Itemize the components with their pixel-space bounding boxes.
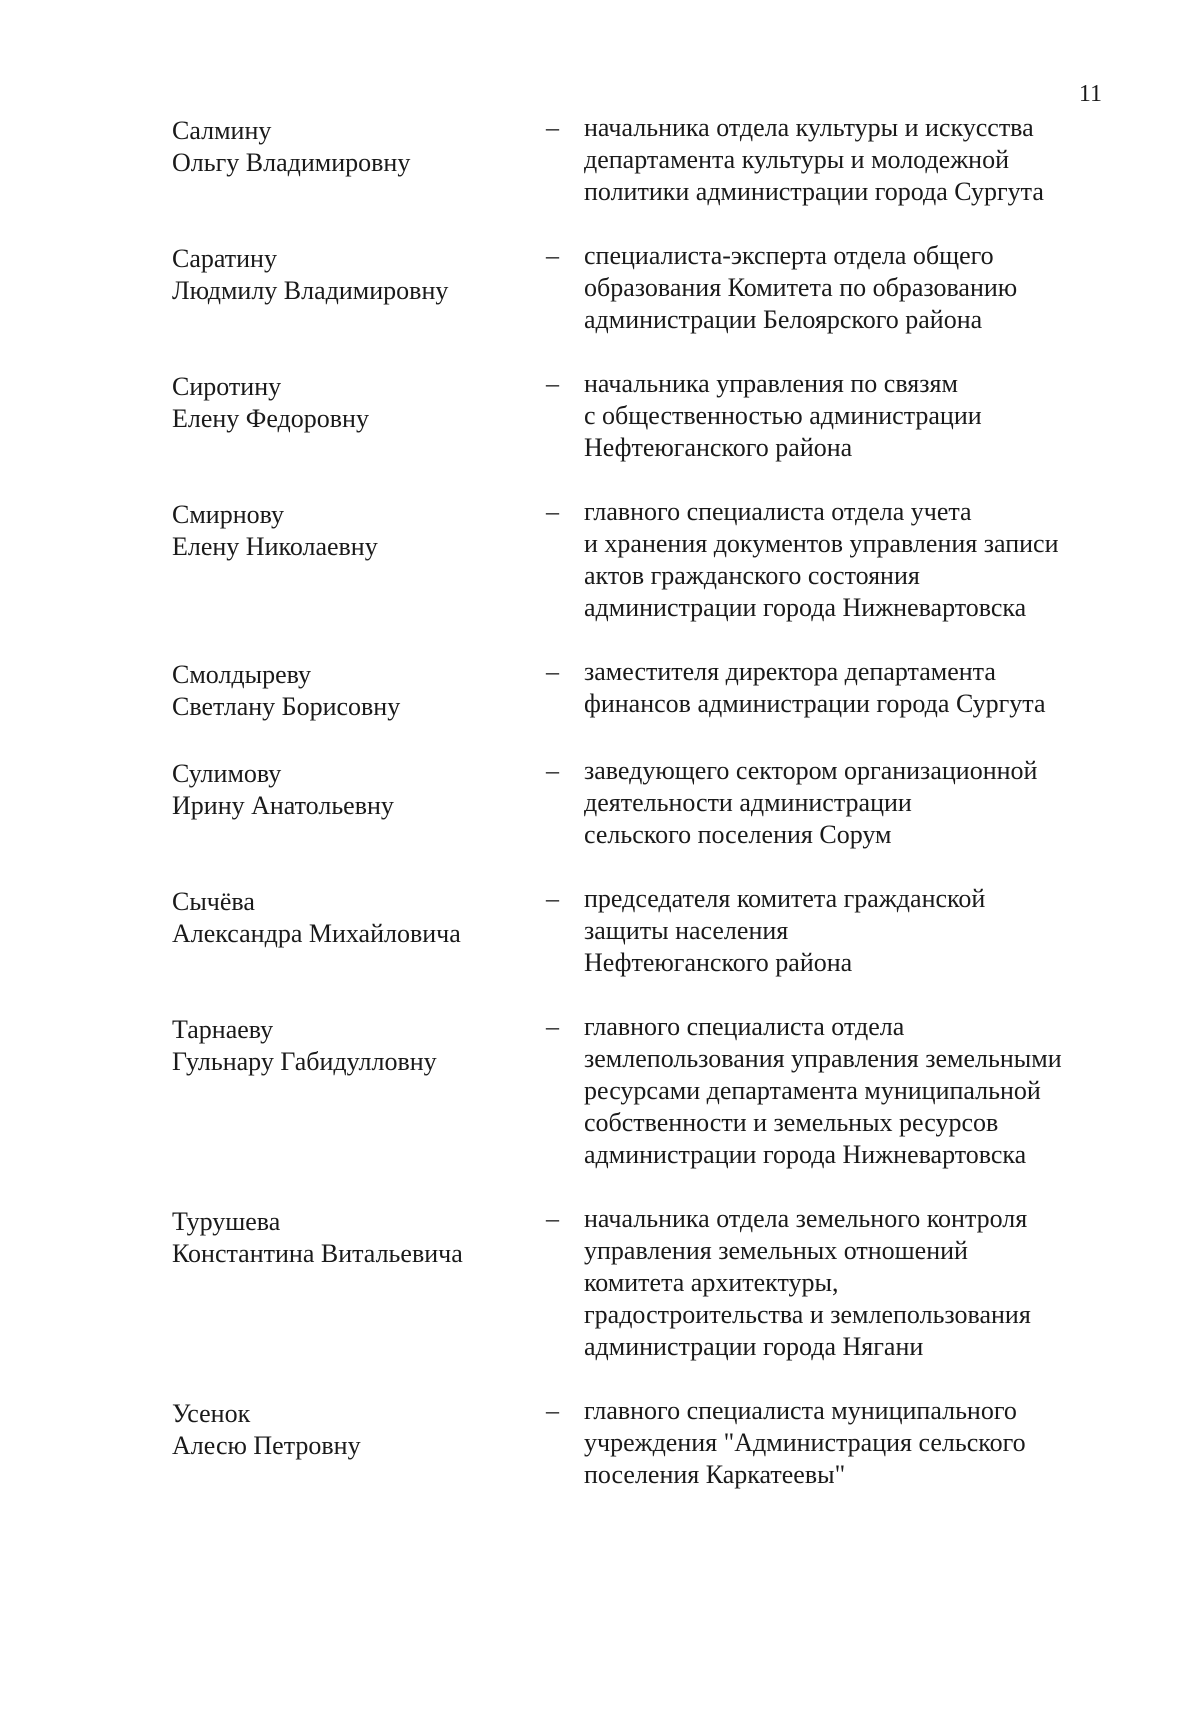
person-position <box>584 240 1112 336</box>
position-line: учреждения "Администрация сельского <box>584 1428 1026 1457</box>
position-line: ресурсами департамента муниципальной <box>584 1076 1041 1105</box>
position-line: главного специалиста отдела <box>584 1012 905 1041</box>
list-item <box>172 1203 1112 1363</box>
person-given-names: Людмилу Владимировну <box>172 276 449 305</box>
person-name <box>172 656 546 723</box>
list-item <box>172 656 1112 723</box>
person-surname: Смирнову <box>172 500 285 529</box>
person-position <box>584 112 1112 208</box>
position-line: председателя комитета гражданской <box>584 884 986 913</box>
person-position <box>584 368 1112 464</box>
position-line: управления земельных отношений <box>584 1236 968 1265</box>
position-line: образования Комитета по образованию <box>584 273 1018 302</box>
person-surname: Тарнаеву <box>172 1015 274 1044</box>
position-line: землепользования управления земельными <box>584 1044 1062 1073</box>
person-given-names: Ирину Анатольевну <box>172 791 394 820</box>
person-name <box>172 368 546 435</box>
position-line: финансов администрации города Сургута <box>584 689 1046 718</box>
position-line: администрации Белоярского района <box>584 305 983 334</box>
person-given-names: Елену Николаевну <box>172 532 378 561</box>
position-line: департамента культуры и молодежной <box>584 145 1009 174</box>
separator-dash: – <box>546 657 559 686</box>
list-item <box>172 496 1112 624</box>
position-line: комитета архитектуры, <box>584 1268 839 1297</box>
list-item <box>172 755 1112 851</box>
person-name <box>172 112 546 179</box>
separator-dash: – <box>546 1396 559 1425</box>
person-position <box>584 496 1112 624</box>
separator-dash: – <box>546 369 559 398</box>
person-name <box>172 1395 546 1462</box>
position-line: специалиста-эксперта отдела общего <box>584 241 994 270</box>
position-line: деятельности администрации <box>584 788 912 817</box>
person-given-names: Елену Федоровну <box>172 404 369 433</box>
separator-dash: – <box>546 756 559 785</box>
position-line: администрации города Нижневартовска <box>584 1140 1027 1169</box>
person-position <box>584 1395 1112 1491</box>
list-item <box>172 1011 1112 1171</box>
position-line: главного специалиста отдела учета <box>584 497 972 526</box>
person-surname: Усенок <box>172 1399 251 1428</box>
page-number: 11 <box>1078 81 1102 107</box>
person-name <box>172 496 546 563</box>
person-position <box>584 1203 1112 1363</box>
person-name <box>172 1203 546 1270</box>
position-line: начальника отдела земельного контроля <box>584 1204 1028 1233</box>
position-line: защиты населения <box>584 916 789 945</box>
person-position <box>584 883 1112 979</box>
list-item <box>172 883 1112 979</box>
person-position <box>584 656 1112 720</box>
separator-dash: – <box>546 497 559 526</box>
person-given-names: Александра Михайловича <box>172 919 461 948</box>
separator-dash: – <box>546 1012 559 1041</box>
position-line: собственности и земельных ресурсов <box>584 1108 999 1137</box>
person-surname: Саратину <box>172 244 277 273</box>
person-given-names: Ольгу Владимировну <box>172 148 411 177</box>
person-surname: Сычёва <box>172 887 255 916</box>
person-surname: Турушева <box>172 1207 281 1236</box>
person-given-names: Светлану Борисовну <box>172 692 401 721</box>
person-given-names: Константина Витальевича <box>172 1239 463 1268</box>
position-line: поселения Каркатеевы" <box>584 1460 846 1489</box>
person-given-names: Гульнару Габидулловну <box>172 1047 437 1076</box>
position-line: и хранения документов управления записи <box>584 529 1059 558</box>
position-line: администрации города Нижневартовска <box>584 593 1027 622</box>
person-name <box>172 240 546 307</box>
list-item <box>172 368 1112 464</box>
separator-dash: – <box>546 884 559 913</box>
list-item <box>172 240 1112 336</box>
position-line: главного специалиста муниципального <box>584 1396 1017 1425</box>
person-position <box>584 1011 1112 1171</box>
list-item <box>172 1395 1112 1491</box>
person-name <box>172 1011 546 1078</box>
person-name <box>172 883 546 950</box>
list-item <box>172 112 1112 208</box>
position-line: с общественностью администрации <box>584 401 982 430</box>
separator-dash: – <box>546 1204 559 1233</box>
position-line: Нефтеюганского района <box>584 433 853 462</box>
position-line: начальника управления по связям <box>584 369 958 398</box>
position-line: сельского поселения Сорум <box>584 820 892 849</box>
separator-dash: – <box>546 113 559 142</box>
position-line: заведующего сектором организационной <box>584 756 1038 785</box>
position-line: начальника отдела культуры и искусства <box>584 113 1034 142</box>
person-surname: Сиротину <box>172 372 282 401</box>
person-position <box>584 755 1112 851</box>
person-name <box>172 755 546 822</box>
position-line: политики администрации города Сургута <box>584 177 1044 206</box>
separator-dash: – <box>546 241 559 270</box>
position-line: градостроительства и землепользования <box>584 1300 1031 1329</box>
position-line: администрации города Нягани <box>584 1332 924 1361</box>
person-given-names: Алесю Петровну <box>172 1431 361 1460</box>
position-line: заместителя директора департамента <box>584 657 996 686</box>
position-line: актов гражданского состояния <box>584 561 920 590</box>
person-surname: Сулимову <box>172 759 282 788</box>
person-surname: Смолдыреву <box>172 660 312 689</box>
person-surname: Салмину <box>172 116 272 145</box>
position-line: Нефтеюганского района <box>584 948 853 977</box>
appointee-list <box>172 112 1112 1491</box>
